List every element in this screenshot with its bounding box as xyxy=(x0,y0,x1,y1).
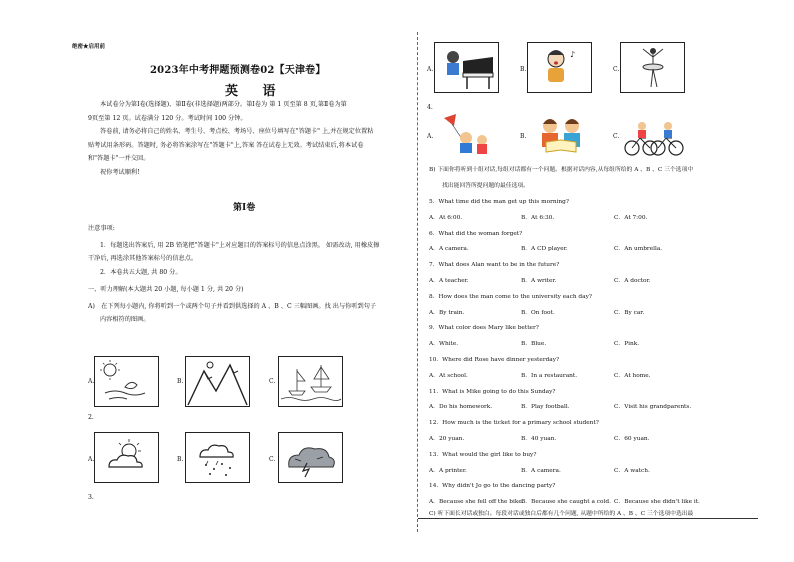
option-c: C．A doctor. xyxy=(614,278,651,284)
q3-number: 3. xyxy=(88,494,94,501)
option-a: A．At school. xyxy=(429,372,468,379)
cycling-picture xyxy=(622,112,685,159)
thunderstorm-picture xyxy=(278,432,343,483)
sunny-windy-picture xyxy=(94,356,159,407)
question-text: 10．Where did Rose have dinner yesterday? xyxy=(429,357,560,363)
q2-option-c-label: C. xyxy=(269,456,276,463)
q4-option-c-label: C. xyxy=(613,133,620,140)
section1-heading: 一、听力理解(本大题共 20 小题, 每小题 1 分, 共 20 分) xyxy=(88,286,244,293)
partA-line1: A) 在下列每小题内, 你将听到一个或两个句子并看到供选择的 A 、B 、C 三幅图画。找 出与你听到句子 xyxy=(88,302,377,310)
notes-block xyxy=(88,222,416,327)
option-a: A．A teacher. xyxy=(429,278,469,284)
option-b: B．A writer. xyxy=(521,278,557,284)
reading-picture xyxy=(530,112,593,159)
question-text: 7．What does Alan want to be in the future? xyxy=(429,262,560,269)
intro-p2-line1: 答卷前, 请务必将自己的姓名、考生号、考点校、考场号、座位号填写在"答题卡" 上,并在规定位置粘 xyxy=(100,128,374,135)
question-text: 13．What would the girl like to buy? xyxy=(429,451,537,458)
option-b: B．At 6:30. xyxy=(521,214,555,221)
option-b: B．A CD player. xyxy=(521,246,568,253)
intro-block xyxy=(88,98,416,179)
q3-option-b-label: B. xyxy=(520,66,527,73)
q3-option-a-label: A. xyxy=(427,66,434,73)
question-text: 9．What color does Mary like better? xyxy=(429,325,539,332)
intro-p1-line2: 9页至第 12 页。试卷满分 120 分。考试时间 100 分钟。 xyxy=(88,114,247,122)
option-a: A．A printer. xyxy=(429,467,467,474)
question-text: 12．How much is the ticket for a primary school student? xyxy=(429,420,599,427)
option-b: B．Blue. xyxy=(521,341,547,348)
q4-option-b-label: B. xyxy=(520,133,527,140)
option-a: A．A camera. xyxy=(429,246,469,253)
option-a: A．Do his homework. xyxy=(429,404,493,411)
q2-option-b-label: B. xyxy=(177,456,184,463)
option-a: A．20 yuan. xyxy=(429,436,465,442)
volume-heading: 第Ⅰ卷 xyxy=(233,203,256,213)
q4-option-a-label: A. xyxy=(427,133,434,140)
option-b: B．A camera. xyxy=(521,467,561,474)
intro-p1-line1: 本试卷分为第Ⅰ卷(选择题)、第Ⅱ卷(非选择题)两部分。第Ⅰ卷为 第 1 页至第 8 页,第Ⅱ卷为第 xyxy=(100,101,347,108)
option-b: B．On foot. xyxy=(521,309,555,316)
kite-picture xyxy=(434,112,497,159)
singing-picture xyxy=(527,42,592,93)
partly-cloudy-picture xyxy=(94,432,159,483)
option-b: B．Play football. xyxy=(521,404,570,411)
option-c: C．By car. xyxy=(614,309,645,316)
q3-option-c-label: C. xyxy=(613,66,620,73)
notes-title: 注意事项: xyxy=(88,225,115,232)
option-b: B．In a restaurant. xyxy=(521,372,578,379)
option-b: B．Because she caught a cold. xyxy=(521,499,611,506)
option-c: C．A watch. xyxy=(614,467,650,474)
piano-picture xyxy=(434,42,499,93)
option-a: A．Because she fell off the bike. xyxy=(429,499,524,506)
rain-snow-picture xyxy=(185,432,250,483)
question-text: 11．What is Mike going to do this Sunday? xyxy=(429,388,556,395)
confidential-seal: 绝密★启用前 xyxy=(72,44,106,50)
mountain-picture xyxy=(185,356,250,407)
option-c: C．An umbrella. xyxy=(614,246,663,253)
page-title: 2023年中考押题预测卷02【天津卷】 xyxy=(150,65,326,76)
q4-number: 4. xyxy=(427,104,433,111)
q1-option-a-label: A. xyxy=(88,378,95,385)
option-c: C．60 yuan. xyxy=(614,436,650,442)
option-c: C．Because she didn't like it. xyxy=(614,499,700,506)
option-a: A．At 6:00. xyxy=(429,214,463,221)
option-c: C．Visit his grandparents. xyxy=(614,404,692,411)
option-b: B．40 yuan. xyxy=(521,436,557,442)
intro-p2-line3: 和"答题卡"一并交回。 xyxy=(88,155,150,162)
partB-line1: B) 下面你将听到十组对话,每组对话都有一个问题。根据对话内容,从每组所给的 A 、B 、C 三个选项中 xyxy=(429,167,694,173)
option-c: C．At 7:00. xyxy=(614,214,648,221)
note1-line1: 1．每题选出答案后, 用 2B 铅笔把"答题卡"上对应题目的答案标号的信息点涂黑。 如需改动, 用橡皮擦 xyxy=(100,241,380,249)
question-text: 14．Why didn't Jo go to the dancing party? xyxy=(429,483,556,490)
option-a: A．By train. xyxy=(429,309,465,316)
wish-text: 祝你考试顺利! xyxy=(100,168,140,176)
q2-option-a-label: A. xyxy=(88,456,95,463)
partC-line1: C) 听下面长对话或独白。每段对话或独白后都有几个问题, 从题中所给的 A 、B 、C 三个选项中选出最 xyxy=(429,511,694,517)
question-text: 6．What did the woman forget? xyxy=(429,230,523,237)
option-c: C．Pink. xyxy=(614,341,640,348)
partB-line2: 找出能回答所提问题的最佳选项。 xyxy=(442,183,529,189)
intro-p2-line2: 贴考试用条形码。答题时, 务必将答案涂写在"答题卡"上,答案 答在试卷上无效。考试结束后,将本试卷 xyxy=(88,141,364,149)
column-divider xyxy=(417,32,418,532)
question-text: 8．How does the man come to the university each day? xyxy=(429,293,592,300)
bottom-rule xyxy=(418,518,758,519)
ballet-picture xyxy=(620,42,685,93)
option-c: C．At home. xyxy=(614,372,651,379)
q1-option-c-label: C. xyxy=(269,378,276,385)
subject-title: 英 语 xyxy=(225,84,286,99)
ships-picture xyxy=(278,356,343,407)
note1-line2: 干净后, 再选涂其他答案标号的信息点。 xyxy=(88,255,198,262)
partA-line2: 内容相符的图画。 xyxy=(100,316,150,323)
q2-number: 2. xyxy=(88,414,94,421)
svg-text:♪: ♪ xyxy=(570,50,576,59)
question-text: 5．What time did the man get up this morning? xyxy=(429,199,569,205)
q1-option-b-label: B. xyxy=(177,378,184,385)
note2: 2．本卷共五大题, 共 80 分。 xyxy=(100,268,182,276)
option-a: A．White. xyxy=(429,341,459,348)
